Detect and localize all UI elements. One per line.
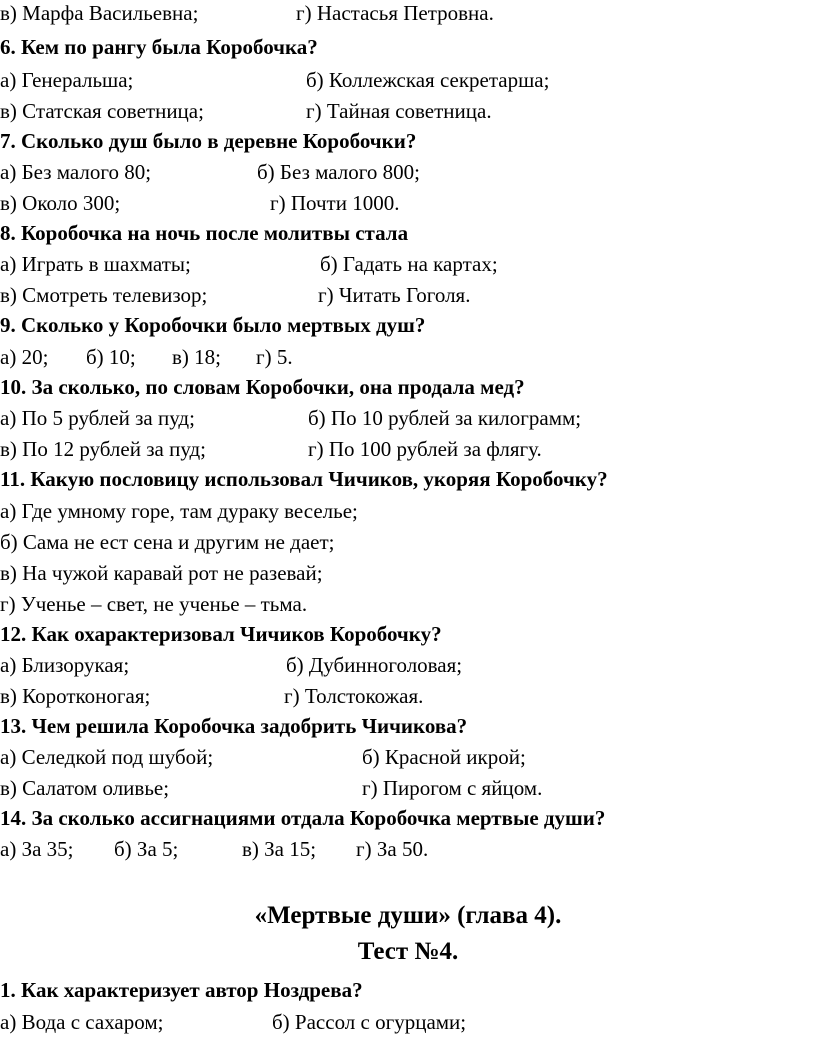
answer-option: г) Почти 1000. [270, 191, 400, 215]
answer-option: а) Без малого 80; [0, 160, 152, 184]
answer-option: г) Ученье – свет, не ученье – тьма. [0, 592, 308, 616]
question-6: 6. Кем по рангу была Коробочка? [0, 35, 318, 59]
question-10: 10. За сколько, по словам Коробочки, она продала мед? [0, 375, 525, 399]
answer-option: г) 5. [256, 345, 293, 369]
section-title: «Мертвые души» (глава 4). [254, 902, 562, 929]
question-9: 9. Сколько у Коробочки было мертвых душ? [0, 313, 426, 337]
answer-option: а) По 5 рублей за пуд; [0, 406, 195, 430]
answer-option: в) Марфа Васильевна; [0, 1, 199, 25]
answer-option: а) Близорукая; [0, 653, 130, 677]
answer-option: а) Генеральша; [0, 68, 134, 92]
answer-option: а) Селедкой под шубой; [0, 745, 214, 769]
answer-option: г) Читать Гоголя. [318, 283, 471, 307]
answer-option: г) Пирогом с яйцом. [362, 776, 543, 800]
answer-option: б) За 5; [114, 837, 179, 861]
answer-option: а) Вода с сахаром; [0, 1010, 164, 1034]
answer-option: б) По 10 рублей за килограмм; [308, 406, 582, 430]
answer-option: в) За 15; [242, 837, 317, 861]
question-12: 12. Как охарактеризовал Чичиков Коробочку? [0, 622, 442, 646]
test4-question-1: 1. Как характеризует автор Ноздрева? [0, 978, 363, 1002]
answer-option: а) Где умному горе, там дураку веселье; [0, 499, 358, 523]
answer-option: в) Салатом оливье; [0, 776, 170, 800]
answer-option: б) Рассол с огурцами; [272, 1010, 467, 1034]
question-7: 7. Сколько душ было в деревне Коробочки? [0, 129, 417, 153]
answer-option: б) Дубинноголовая; [286, 653, 463, 677]
answer-option: г) За 50. [356, 837, 429, 861]
answer-option: в) 18; [172, 345, 221, 369]
answer-option: а) 20; [0, 345, 49, 369]
question-14: 14. За сколько ассигнациями отдала Коробочка мертвые души? [0, 806, 606, 830]
answer-option: в) Смотреть телевизор; [0, 283, 208, 307]
answer-option: г) Толстокожая. [284, 684, 424, 708]
answer-option: в) По 12 рублей за пуд; [0, 437, 207, 461]
answer-option: в) Около 300; [0, 191, 121, 215]
answer-option: б) Гадать на картах; [320, 252, 498, 276]
section-subtitle: Тест №4. [357, 938, 459, 965]
answer-option: г) Тайная советница. [306, 99, 492, 123]
answer-option: а) За 35; [0, 837, 74, 861]
answer-option: в) Статская советница; [0, 99, 204, 123]
answer-option: а) Играть в шахматы; [0, 252, 191, 276]
answer-option: в) На чужой каравай рот не разевай; [0, 561, 323, 585]
question-8: 8. Коробочка на ночь после молитвы стала [0, 221, 409, 245]
answer-option: б) Сама не ест сена и другим не дает; [0, 530, 335, 554]
answer-option: в) Коротконогая; [0, 684, 151, 708]
answer-option: б) 10; [86, 345, 136, 369]
question-13: 13. Чем решила Коробочка задобрить Чичикова? [0, 714, 468, 738]
answer-option: б) Коллежская секретарша; [306, 68, 550, 92]
answer-option: б) Красной икрой; [362, 745, 526, 769]
answer-option: г) По 100 рублей за флягу. [308, 437, 542, 461]
answer-option: б) Без малого 800; [257, 160, 420, 184]
answer-option: г) Настасья Петровна. [296, 1, 494, 25]
question-11: 11. Какую пословицу использовал Чичиков, укоряя Коробочку? [0, 467, 608, 491]
